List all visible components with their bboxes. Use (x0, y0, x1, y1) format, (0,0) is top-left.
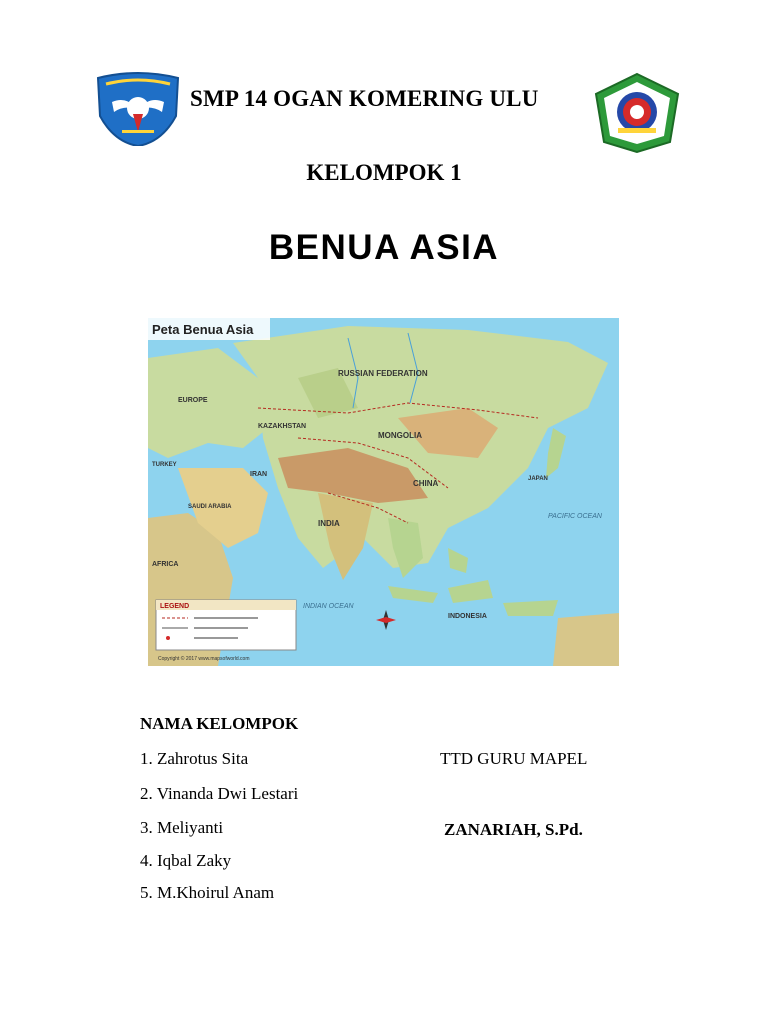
member-item: 4. Iqbal Zaky (140, 851, 232, 870)
map-copyright: Copyright © 2017 www.mapsofworld.com (158, 656, 250, 662)
school-name: SMP 14 OGAN KOMERING ULU (190, 86, 539, 111)
label-turkey: TURKEY (152, 462, 177, 468)
label-africa: AFRICA (152, 561, 179, 568)
members-heading: NAMA KELOMPOK (140, 714, 299, 733)
member-item: 5. M.Khoirul Anam (140, 883, 275, 902)
school-emblem-icon (594, 72, 680, 154)
svg-text:LEGEND: LEGEND (160, 603, 190, 610)
member-item: 1. Zahrotus Sita (140, 749, 249, 768)
asia-map (148, 318, 619, 666)
label-kazakhstan: KAZAKHSTAN (258, 423, 307, 430)
label-japan: JAPAN (528, 476, 548, 482)
label-russia: RUSSIAN FEDERATION (338, 369, 428, 378)
member-item: 2. Vinanda Dwi Lestari (140, 784, 299, 803)
label-iran: IRAN (250, 471, 268, 478)
member-item: 3. Meliyanti (140, 818, 224, 837)
signature-label: TTD GURU MAPEL (440, 749, 588, 768)
label-europe: EUROPE (178, 397, 208, 404)
label-indonesia: INDONESIA (448, 613, 487, 620)
tut-wuri-handayani-logo-icon (92, 68, 184, 146)
label-india: INDIA (318, 519, 340, 528)
label-mongolia: MONGOLIA (378, 431, 422, 440)
label-indian-ocean: INDIAN OCEAN (303, 603, 354, 610)
map-title: Peta Benua Asia (152, 322, 254, 337)
label-pacific: PACIFIC OCEAN (548, 513, 602, 520)
label-china: CHINA (413, 479, 439, 488)
group-label: KELOMPOK 1 (306, 160, 462, 185)
teacher-name: ZANARIAH, S.Pd. (444, 820, 583, 839)
label-saudi: SAUDI ARABIA (188, 504, 232, 510)
page-title: BENUA ASIA (268, 228, 500, 267)
